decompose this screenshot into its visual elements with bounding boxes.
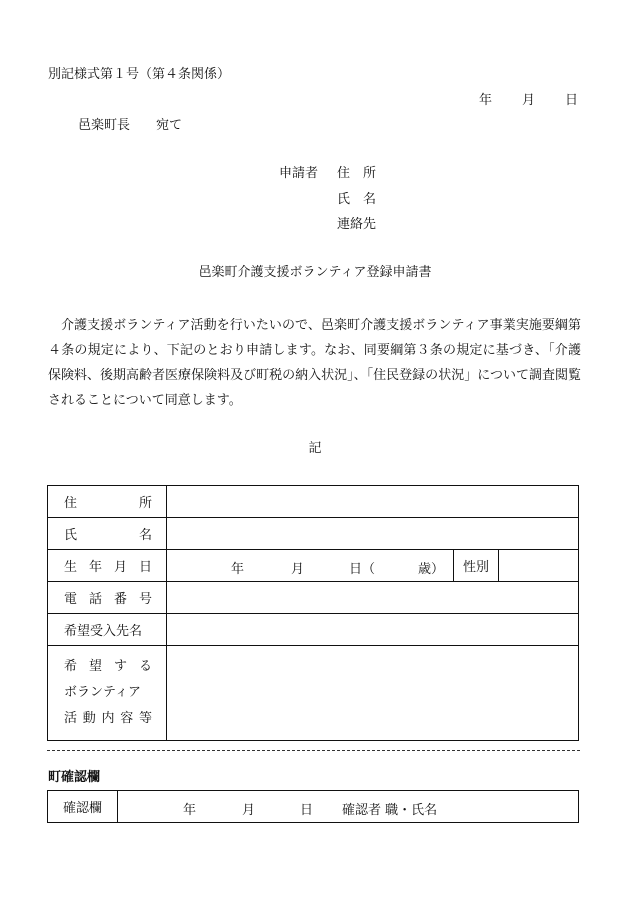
phone-label: 電 話 番 号	[48, 582, 167, 614]
gender-label: 性別	[454, 550, 499, 582]
birth-age: 歳）	[418, 562, 445, 577]
address-field[interactable]	[167, 486, 579, 518]
birth-day: 日（	[349, 562, 376, 577]
row-name	[48, 518, 579, 550]
row-activity	[48, 646, 579, 741]
document-title: 邑楽町介護支援ボランティア登録申請書	[198, 265, 432, 280]
confirm-field[interactable]	[118, 791, 579, 823]
town-confirm-table	[47, 790, 579, 823]
applicant-name-label: 氏 名	[337, 192, 377, 207]
applicant-contact-label: 連絡先	[337, 217, 377, 232]
gender-field[interactable]	[499, 550, 579, 582]
destination-field[interactable]	[167, 614, 579, 646]
form-number: 別記様式第１号（第４条関係）	[48, 67, 231, 82]
confirmer-label: 確認者 職・氏名	[342, 803, 438, 818]
row-phone	[48, 582, 579, 614]
phone-field[interactable]	[167, 582, 579, 614]
ki-marker: 記	[308, 441, 322, 456]
name-label: 氏 名	[48, 518, 167, 550]
body-paragraph: 介護支援ボランティア活動を行いたいので、邑楽町介護支援ボランティア事業実施要綱第４条の規定により、下記のとおり申請します。なお、同要綱第３条の規定に基づき、「介護保険料、後期高齢者医療保険料及び町税の納入状況」、「住民登録の状況」について調査閲覧されることについて同意します。	[48, 318, 581, 408]
date-month: 月	[521, 93, 535, 108]
submission-date	[479, 94, 578, 107]
confirm-day: 日	[300, 803, 314, 818]
name-field[interactable]	[167, 518, 579, 550]
activity-label: 希 望 す る ボランティア 活 動 内 容 等	[48, 646, 167, 741]
applicant-address-label: 住 所	[337, 166, 377, 181]
registration-table	[47, 485, 579, 741]
addressee: 邑楽町長 宛て	[78, 118, 183, 133]
date-year: 年	[478, 93, 492, 108]
row-birth	[48, 550, 579, 582]
applicant-label: 申請者	[279, 166, 319, 181]
birth-year: 年	[231, 562, 245, 577]
birthdate-label: 生 年 月 日	[48, 550, 167, 582]
confirm-month: 月	[242, 803, 256, 818]
destination-label: 希望受入先名	[48, 614, 167, 646]
row-destination	[48, 614, 579, 646]
confirm-row	[48, 791, 579, 823]
date-day: 日	[564, 93, 578, 108]
address-label: 住 所	[48, 486, 167, 518]
confirm-year: 年	[183, 803, 197, 818]
row-address	[48, 486, 579, 518]
confirm-label: 確認欄	[48, 791, 118, 823]
activity-field[interactable]	[167, 646, 579, 741]
birthdate-field[interactable]	[167, 550, 454, 582]
birth-month: 月	[291, 562, 305, 577]
cut-line	[47, 750, 580, 751]
town-confirm-heading: 町確認欄	[48, 770, 101, 785]
